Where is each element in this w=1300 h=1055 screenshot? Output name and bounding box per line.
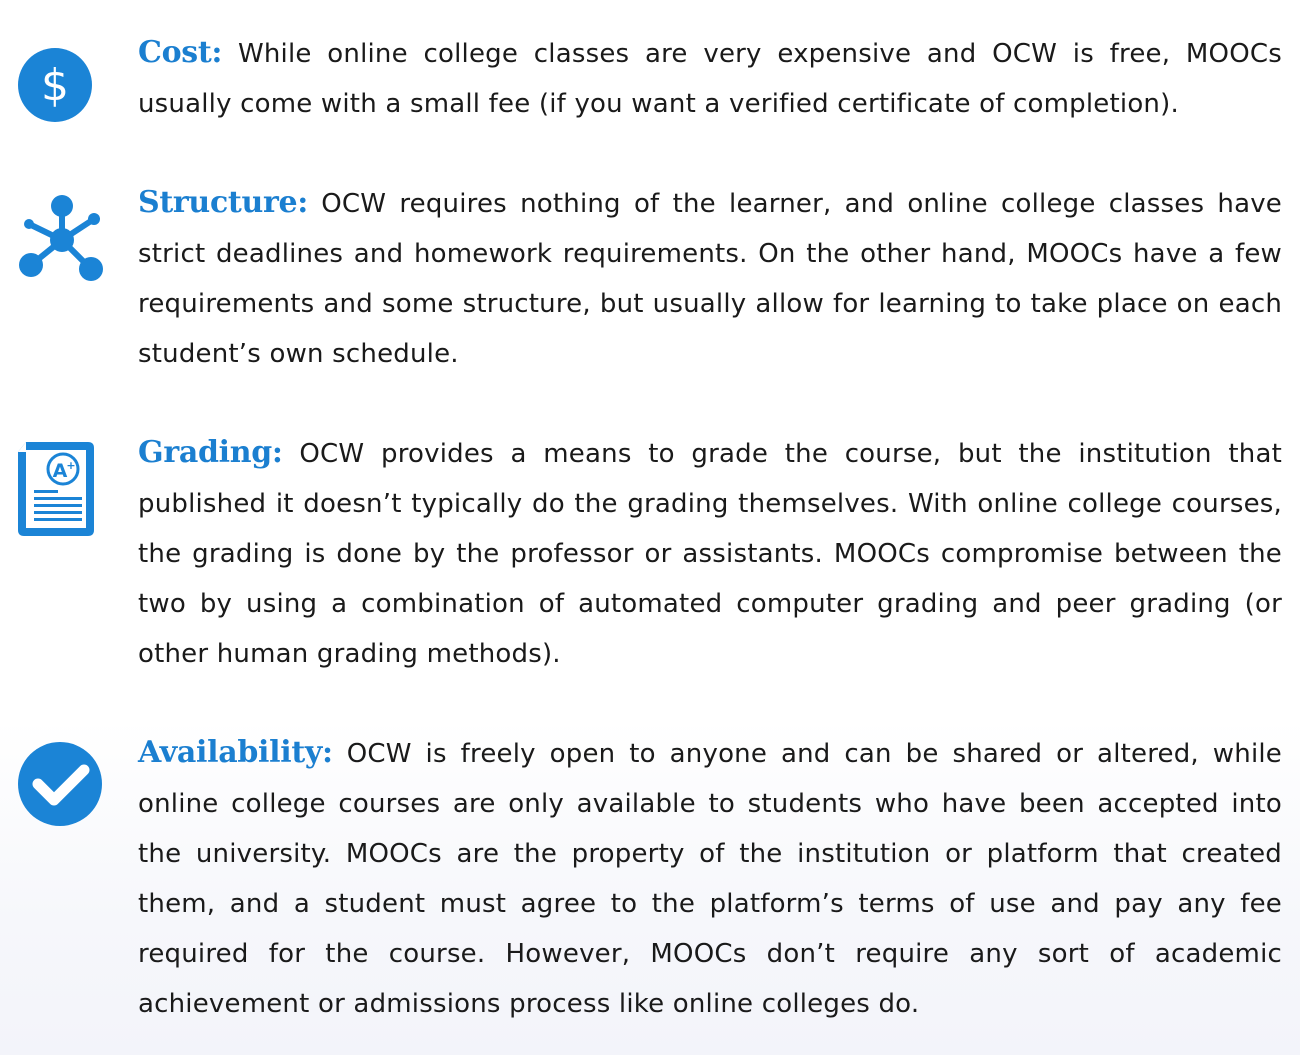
section-body: OCW requires nothing of the learner, and online college classes have strict deadlines and homework requirements. On the other hand, MOOCs have a few requirements and some structure, but usually allow for learning to take place on each student’s own schedule. [138, 189, 1282, 369]
checkmark-icon [14, 738, 106, 830]
section-text [138, 28, 1282, 129]
section-text [138, 428, 1282, 679]
section-body: OCW provides a means to grade the course, but the institution that published it doesn’t typically do the grading themselves. With online college courses, the grading is done by the professor or assistants. MOOCs compromise between the two by using a combination of automated computer grading and peer grading (or other human grading methods). [138, 439, 1282, 669]
network-icon [14, 192, 106, 284]
graded-paper-icon [14, 438, 106, 530]
section-body: While online college classes are very expensive and OCW is free, MOOCs usually come with a small fee (if you want a verified certificate of completion). [138, 39, 1282, 119]
svg-text:A: A [52, 460, 68, 482]
section-heading: Grading: [138, 435, 283, 470]
section-heading: Structure: [138, 185, 309, 220]
section-text [138, 178, 1282, 379]
section-heading: Cost: [138, 35, 223, 70]
svg-text:$: $ [41, 60, 69, 111]
section-body: OCW is freely open to anyone and can be shared or altered, while online college courses are only available to students who have been accepted into the university. MOOCs are the property of the institution or platform that created them, and a student must agree to the platform’s terms of use and pay any fee required for the course. However, MOOCs don’t require any sort of academic achievement or admissions process like online colleges do. [138, 739, 1282, 1019]
section-heading: Availability: [138, 735, 333, 770]
svg-text:+: + [66, 459, 76, 472]
dollar-icon [14, 38, 106, 130]
section-text [138, 728, 1282, 1029]
